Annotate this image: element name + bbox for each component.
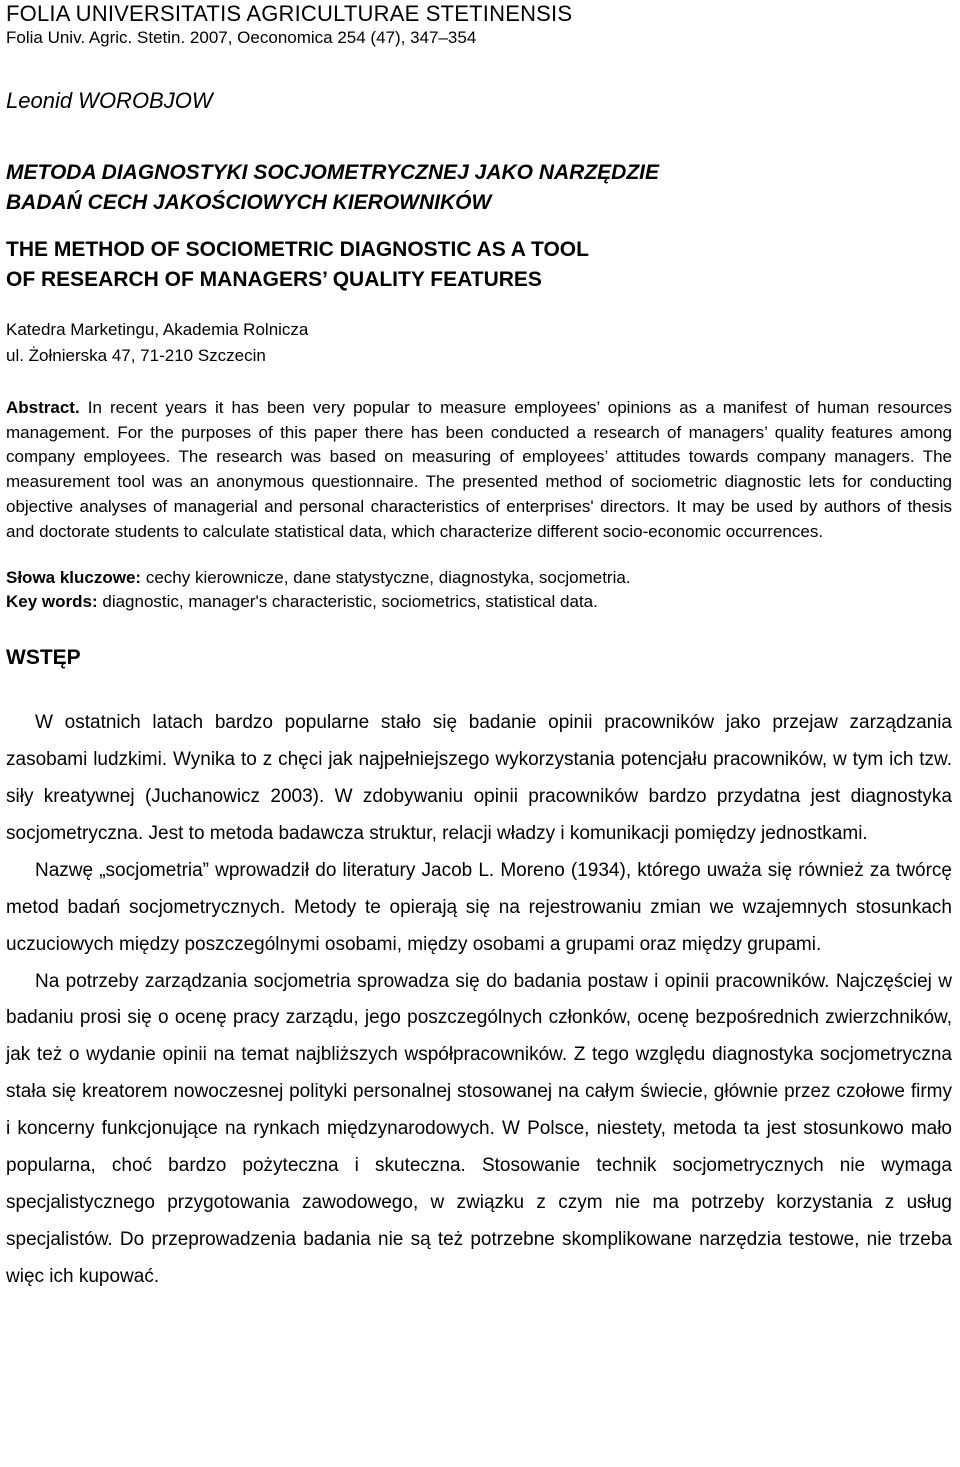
keywords-english-label: Key words: [6,592,98,612]
journal-citation: Folia Univ. Agric. Stetin. 2007, Oeconomica 254 (47), 347–354 [6,28,477,47]
title-polish [6,158,958,218]
affiliation-line-2: ul. Żołnierska 47, 71-210 Szczecin [6,346,266,365]
author-name: Leonid WOROBJOW [6,88,213,113]
keywords-english-text: diagnostic, manager's characteristic, sociometrics, statistical data. [97,592,598,612]
keywords-block [6,566,958,614]
title-english-line-2: OF RESEARCH OF MANAGERS’ QUALITY FEATURES [6,268,542,291]
keywords-polish [6,566,958,590]
title-english-line-1: THE METHOD OF SOCIOMETRIC DIAGNOSTIC AS A TOOL [6,238,589,261]
abstract-label: Abstract. [6,398,80,417]
section-body [6,705,952,1296]
abstract [6,396,952,544]
keywords-english [6,590,958,614]
body-paragraph-2: Nazwę „socjometria” wprowadził do literatury Jacob L. Moreno (1934), którego uważa się również za twórcę metod badań socjometrycznych. Metody te opierają się na rejestrowaniu zmian we wzajemnych stosunkach uczuciowych między poszczególnymi osobami, między osobami a grupami oraz między grupami. [6,859,952,955]
document-page [6,0,958,1296]
body-paragraph-1: W ostatnich latach bardzo popularne stało się badanie opinii pracowników jako przejaw zarządzania zasobami ludzkimi. Wynika to z chęci jak najpełniejszego wykorzystania potencjału pracowników, w tym ich tzw. siły kreatywnej (Juchanowicz 2003). W zdobywaniu opinii pracowników bardzo przydatna jest diagnostyka socjometryczna. Jest to metoda badawcza struktur, relacji władzy i komunikacji pomiędzy jednostkami. [6,712,952,844]
body-paragraph-3: Na potrzeby zarządzania socjometria sprowadza się do badania postaw i opinii pracowników. Najczęściej w badaniu prosi się o ocenę pracy zarządu, jego poszczególnych członków, ocenę bezpośrednich zwierzchników, jak też o wydanie opinii na temat najbliższych współpracowników. Z tego względu diagnostyka socjometryczna stała się kreatorem nowoczesnej polityki personalnej stosowanej na całym świecie, głównie przez czołowe firmy i koncerny funkcjonujące na rynkach międzynarodowych. W Polsce, niestety, metoda ta jest stosunkowo mało popularna, choć bardzo pożyteczna i skuteczna. Stosowanie technik socjometrycznych nie wymaga specjalistycznego przygotowania zawodowego, w związku z czym nie ma potrzeby korzystania z usług specjalistów. Do przeprowadzenia badania nie są też potrzebne skomplikowane narzędzia testowe, nie trzeba więc ich kupować. [6,970,952,1287]
section-heading: WSTĘP [6,646,81,670]
title-english [6,235,958,295]
keywords-polish-text: cechy kierownicze, dane statystyczne, diagnostyka, socjometria. [141,568,631,588]
abstract-text: In recent years it has been very popular to measure employees’ opinions as a manifest of human resources management. For the purposes of this paper there has been conducted a research of managers’ quality features among company employees. The research was based on measuring of employees’ attitudes towards company managers. The measurement tool was an anonymous questionnaire. The presented method of sociometric diagnostic lets for conducting objective analyses of managerial and personal characteristics of enterprises' directors. It may be used by authors of thesis and doctorate students to calculate statistical data, which characterize different socio-economic occurrences. [6,398,952,541]
title-polish-line-2: BADAŃ CECH JAKOŚCIOWYCH KIEROWNIKÓW [6,191,492,214]
title-polish-line-1: METODA DIAGNOSTYKI SOCJOMETRYCZNEJ JAKO NARZĘDZIE [6,161,660,184]
journal-name: FOLIA UNIVERSITATIS AGRICULTURAE STETINENSIS [6,1,573,26]
keywords-polish-label: Słowa kluczowe: [6,568,142,588]
affiliation-line-1: Katedra Marketingu, Akademia Rolnicza [6,320,309,339]
affiliation [6,317,958,369]
